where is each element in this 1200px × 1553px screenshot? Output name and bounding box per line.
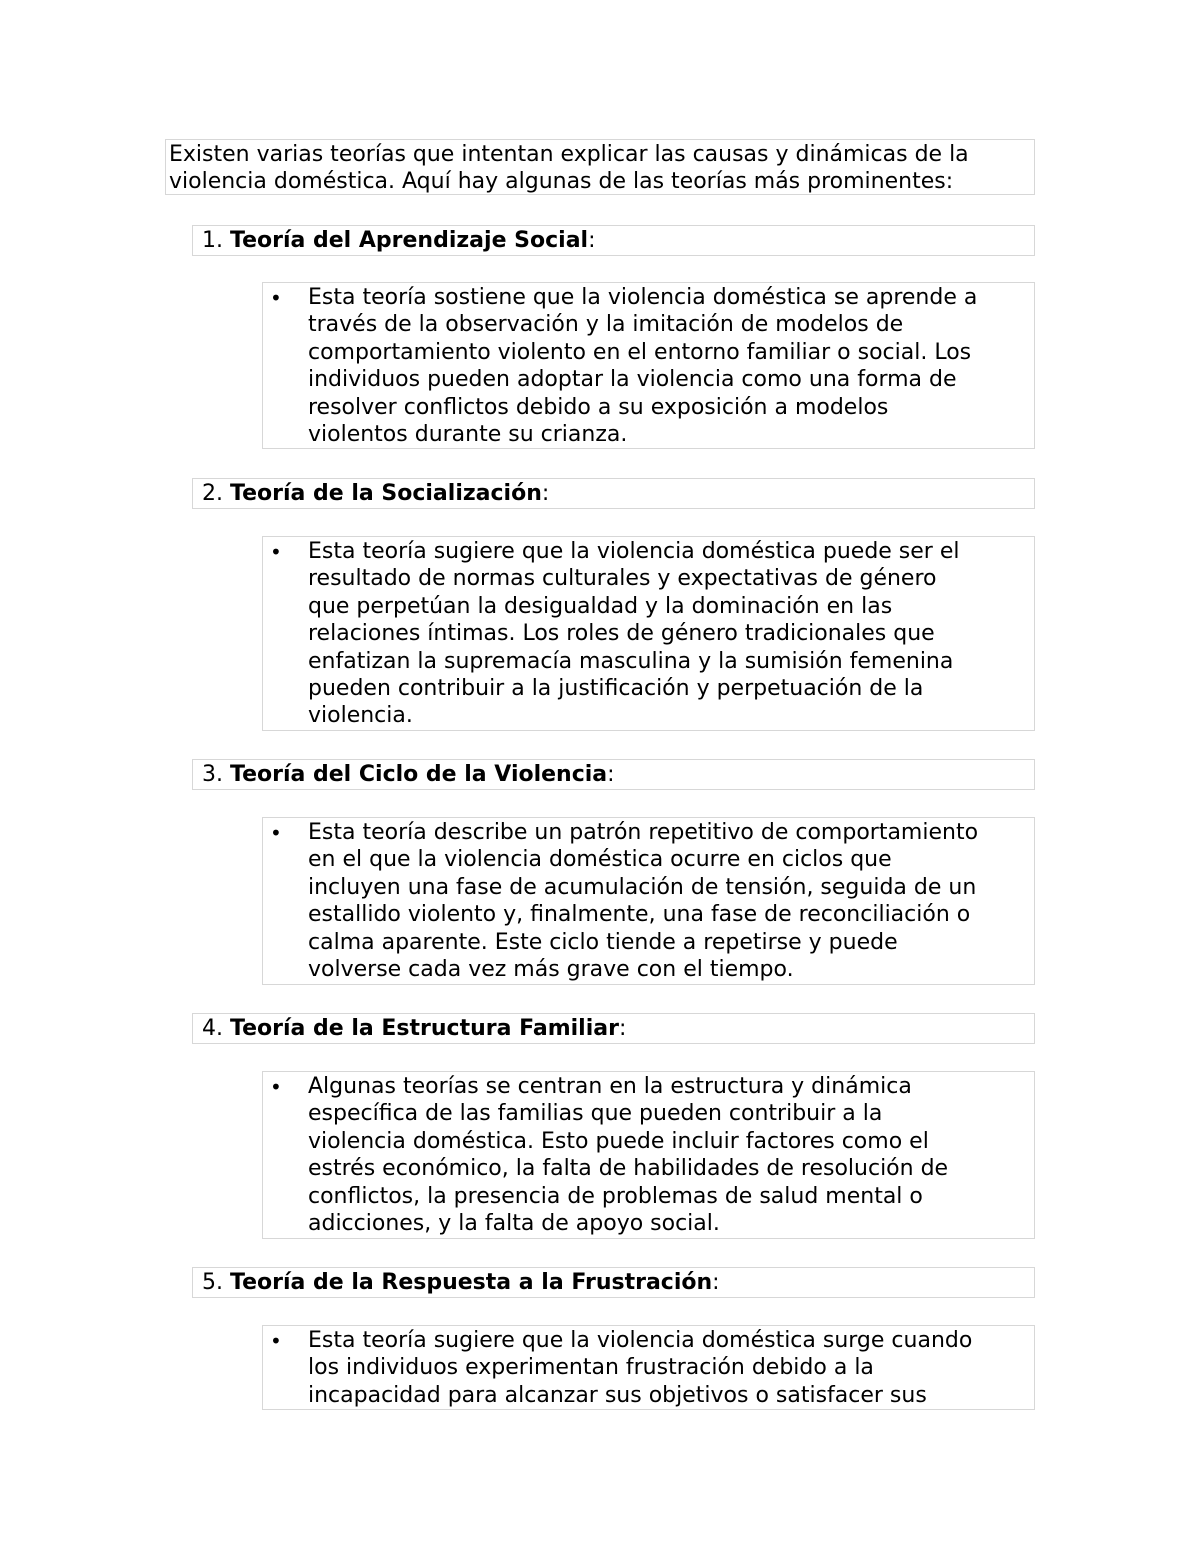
theory-title: Teoría de la Respuesta a la Frustración (230, 1270, 713, 1295)
theory-colon: : (541, 481, 550, 506)
bullet-text: Esta teoría describe un patrón repetitivo de comportamiento en el que la violencia doméstica ocurre en ciclos que incluyen una fase de acumulación de tensión, seguida de un estallido violento y, finalmente, una fase de reconciliación o calma aparente. Este ciclo tiende a repetirse y puede volverse cada vez más grave con el tiempo. (308, 820, 979, 983)
bullet-text: Esta teoría sugiere que la violencia doméstica puede ser el resultado de normas culturales y expectativas de género que perpetúan la desigualdad y la dominación en las relaciones íntimas. Los roles de género tradicionales que enfatizan la supremacía masculina y la sumisión femenina pueden contribuir a la justificación y perpetuación de la violencia. (308, 539, 960, 729)
theory-heading-1 (192, 225, 1035, 256)
bullet-icon: • (270, 1329, 282, 1353)
theory-heading-5 (192, 1267, 1035, 1298)
bullet-icon: • (270, 821, 282, 845)
intro-line-1: Existen varias teorías que intentan explicar las causas y dinámicas de la (169, 142, 969, 167)
theory-bullet-4 (262, 1071, 1035, 1239)
theory-heading-4 (192, 1013, 1035, 1044)
theory-number: 1. (202, 228, 223, 253)
theory-number: 3. (202, 762, 223, 787)
theory-bullet-1 (262, 282, 1035, 449)
bullet-text: Algunas teorías se centran en la estructura y dinámica específica de las familias que pueden contribuir a la violencia doméstica. Esto puede incluir factores como el estrés económico, la falta de habilidades de resolución de conflictos, la presencia de problemas de salud mental o adicciones, y la falta de apoyo social. (308, 1074, 949, 1237)
theory-heading-3 (192, 759, 1035, 790)
bullet-text: Esta teoría sugiere que la violencia doméstica surge cuando los individuos experimentan frustración debido a la incapacidad para alcanzar sus objetivos o satisfacer sus (308, 1328, 973, 1408)
theory-title: Teoría del Aprendizaje Social (230, 228, 589, 253)
theory-colon: : (712, 1270, 720, 1295)
theory-title: Teoría del Ciclo de la Violencia (230, 762, 608, 787)
theory-heading-2 (192, 478, 1035, 509)
theory-number: 5. (202, 1270, 223, 1295)
theory-colon: : (588, 228, 596, 253)
theory-number: 4. (202, 1016, 223, 1041)
theory-number: 2. (202, 481, 223, 506)
theory-bullet-2 (262, 536, 1035, 731)
bullet-icon: • (270, 286, 282, 310)
theory-bullet-5 (262, 1325, 1035, 1410)
bullet-text: Esta teoría sostiene que la violencia doméstica se aprende a través de la observación y la imitación de modelos de comportamiento violento en el entorno familiar o social. Los individuos pueden adoptar la violencia como una forma de resolver conflictos debido a su exposición a modelos violentos durante su crianza. (308, 285, 978, 448)
theory-colon: : (618, 1016, 627, 1041)
theory-colon: : (607, 762, 615, 787)
intro-paragraph (165, 139, 1035, 195)
bullet-icon: • (270, 540, 282, 564)
theory-title: Teoría de la Socialización (230, 481, 542, 506)
bullet-icon: • (270, 1075, 282, 1099)
theory-title: Teoría de la Estructura Familiar (230, 1016, 619, 1041)
intro-line-2: violencia doméstica. Aquí hay algunas de las teorías más prominentes: (169, 169, 954, 194)
theory-bullet-3 (262, 817, 1035, 985)
